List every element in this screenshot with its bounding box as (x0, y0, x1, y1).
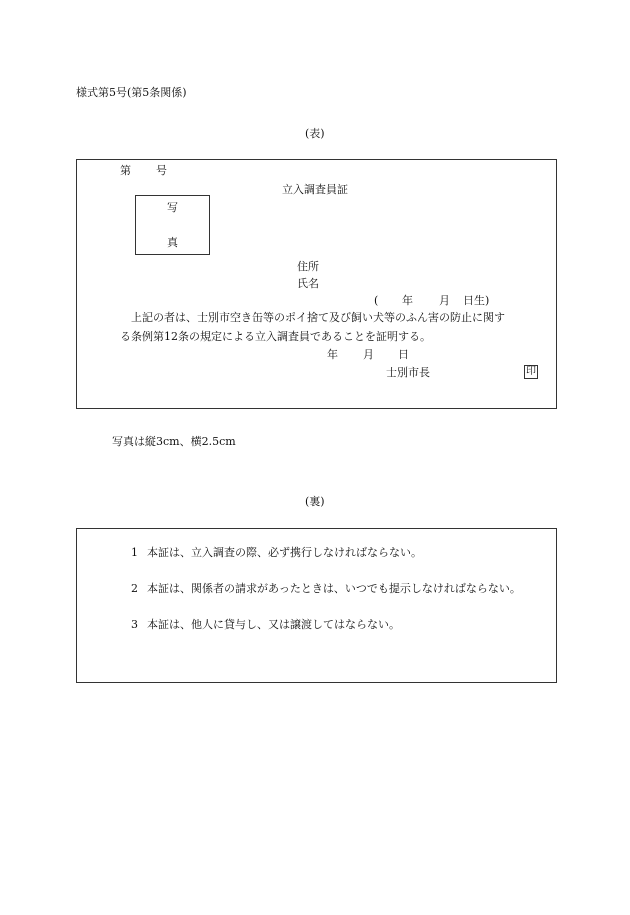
number-suffix: 号 (156, 164, 167, 177)
notice-item-2-number: 2 (131, 582, 138, 595)
birth-open-paren: ( (374, 294, 379, 307)
back-caption: (裏) (305, 495, 325, 508)
certification-line-1: 上記の者は、士別市空き缶等のポイ捨て及び飼い犬等のふん害の防止に関す (131, 311, 505, 324)
issue-date-month: 月 (363, 348, 374, 361)
photo-char-2: 真 (167, 236, 178, 249)
photo-size-note: 写真は縦3cm、横2.5cm (112, 435, 236, 448)
birth-year: 年 (402, 294, 413, 307)
issuer: 士別市長 (386, 366, 430, 379)
address-label: 住所 (297, 260, 319, 273)
notice-item-1-number: 1 (131, 546, 138, 559)
birth-day: 日生) (463, 294, 490, 307)
notice-item-2-text: 本証は、関係者の請求があったときは、いつでも提示しなければならない。 (147, 582, 521, 595)
notice-item-3-text: 本証は、他人に貸与し、又は譲渡してはならない。 (147, 618, 400, 631)
issue-date-day: 日 (398, 348, 409, 361)
front-card (76, 159, 557, 409)
issue-date-year: 年 (327, 348, 338, 361)
photo-char-1: 写 (167, 201, 178, 214)
photo-box (135, 195, 210, 255)
notice-item-3-number: 3 (131, 618, 138, 631)
front-caption: (表) (305, 127, 325, 140)
name-label: 氏名 (297, 277, 319, 290)
certification-line-2: る条例第12条の規定による立入調査員であることを証明する。 (120, 330, 431, 343)
birth-month: 月 (439, 294, 450, 307)
seal-mark: 印 (526, 366, 536, 377)
back-card (76, 528, 557, 683)
number-label: 第 (120, 164, 131, 177)
notice-item-1-text: 本証は、立入調査の際、必ず携行しなければならない。 (147, 546, 422, 559)
form-heading: 様式第5号(第5条関係) (76, 86, 187, 99)
card-title: 立入調査員証 (282, 183, 348, 196)
